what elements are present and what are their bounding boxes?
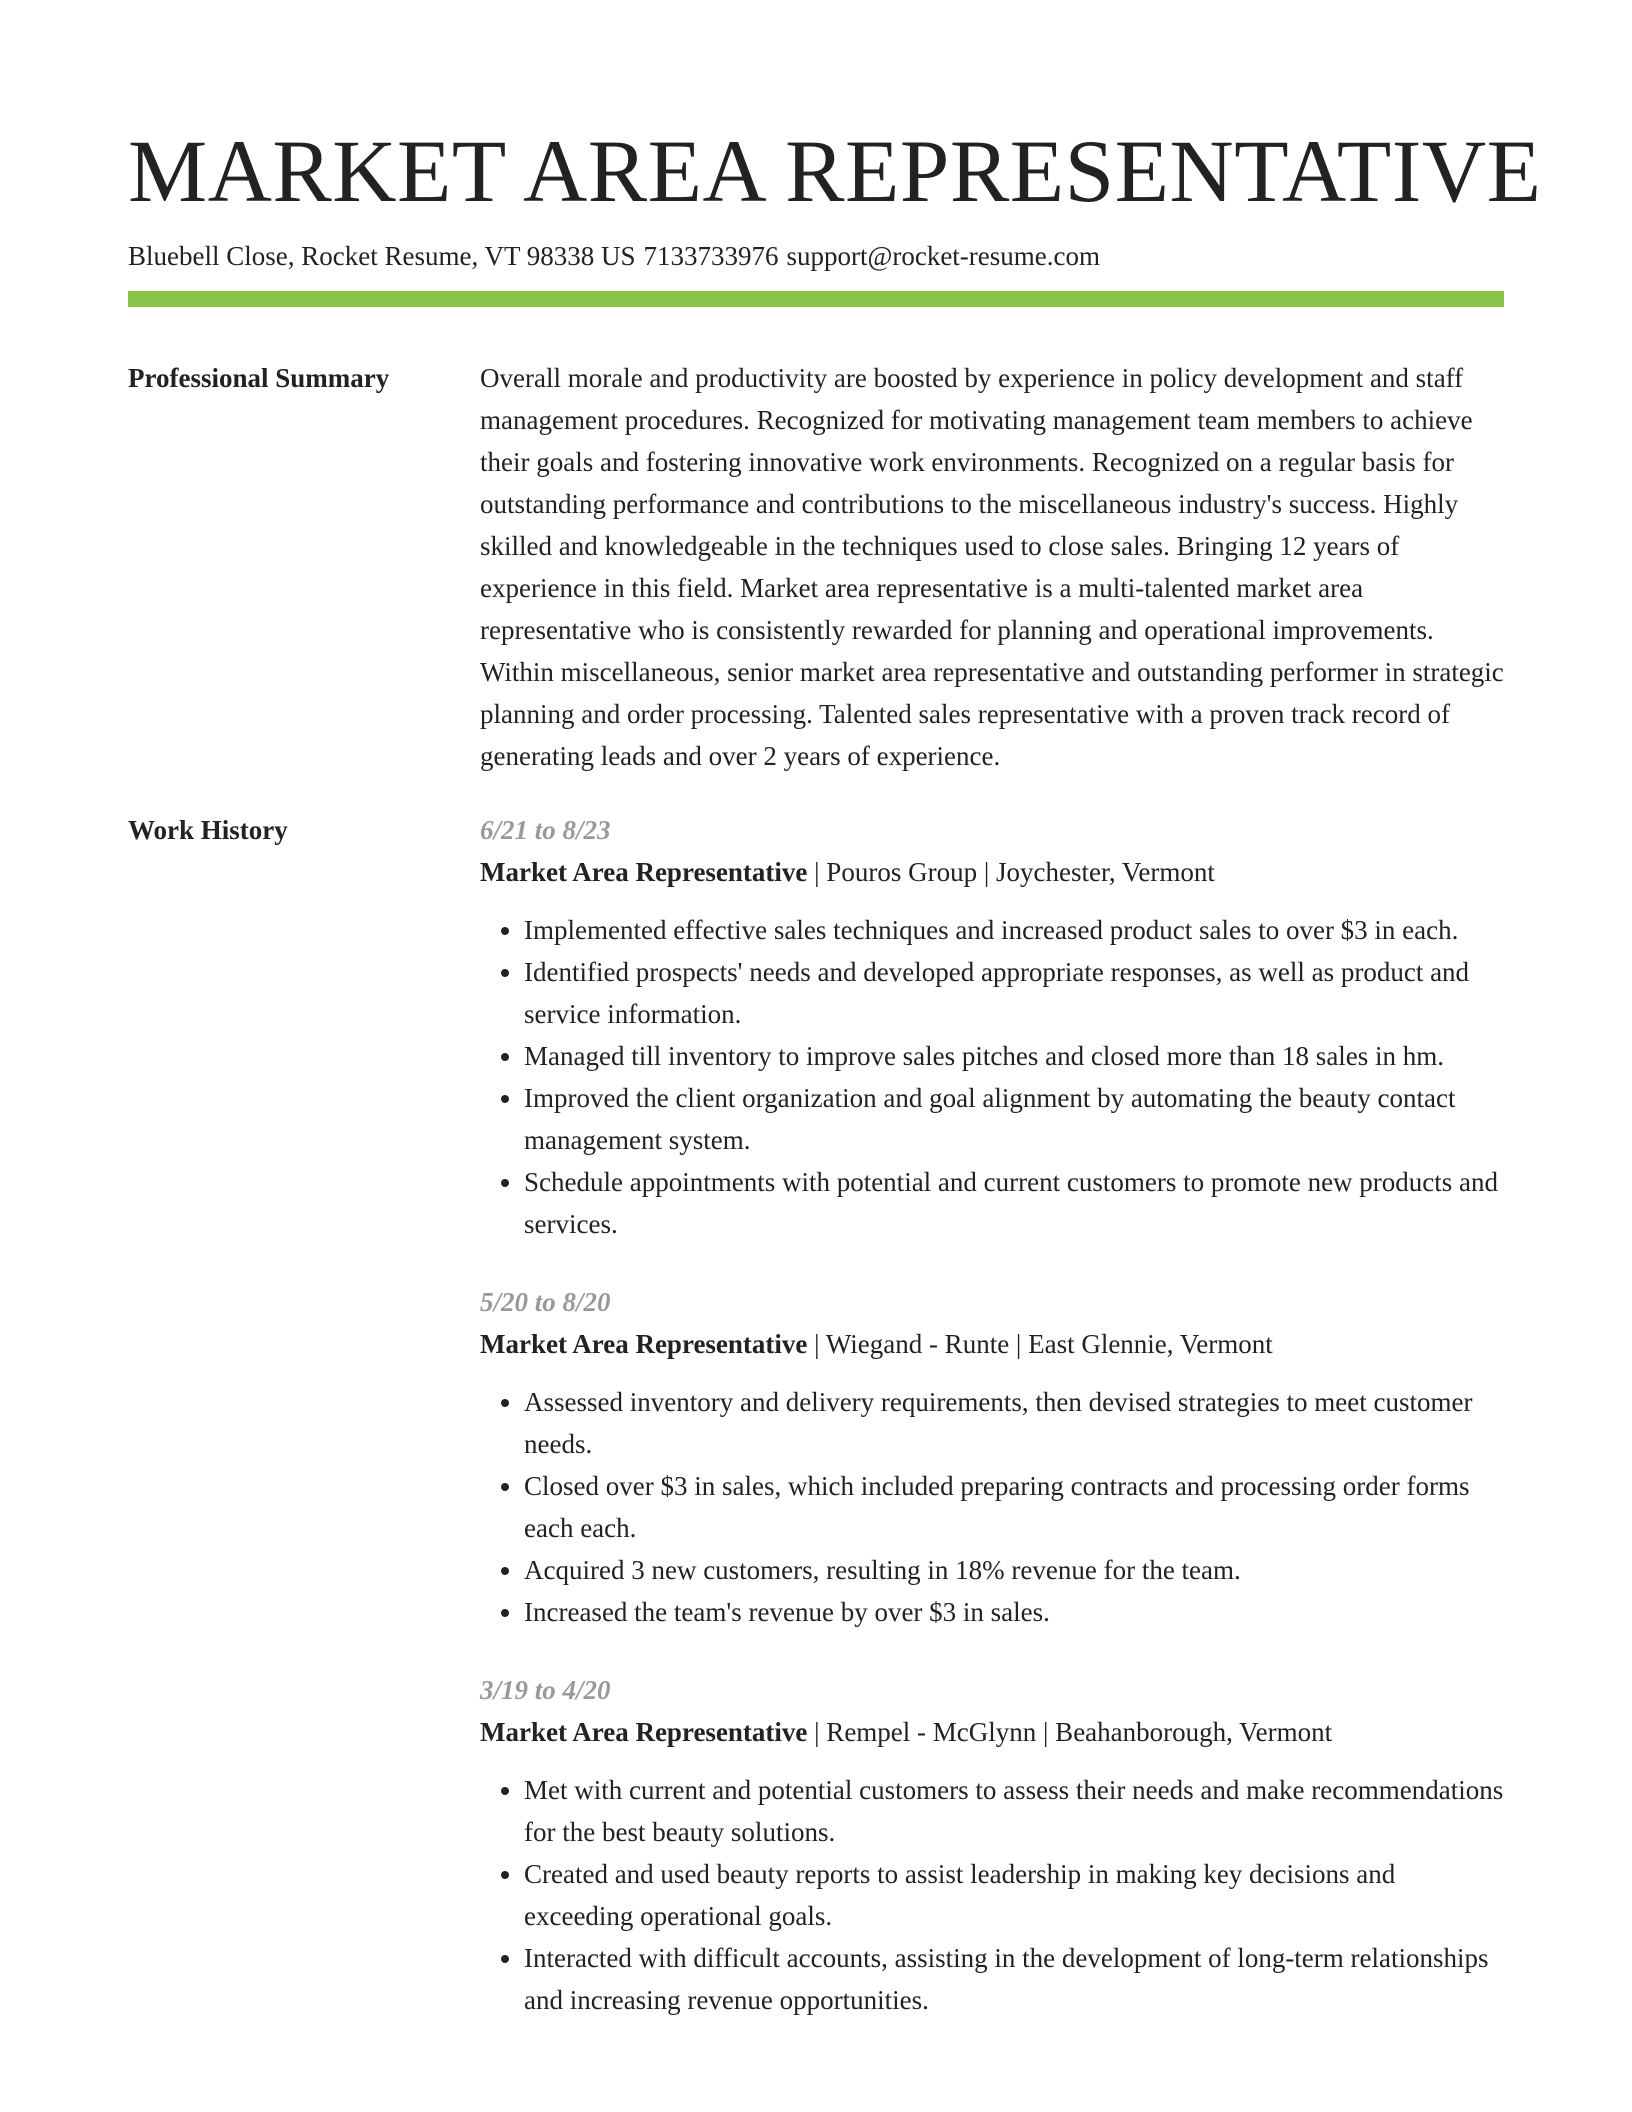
job-bullet: • Managed till inventory to improve sales pitches and closed more than 18 sales in hm.	[524, 1035, 1504, 1077]
job-title: Market Area Representative	[480, 857, 808, 887]
job-bullet: • Implemented effective sales techniques and increased product sales to over $3 in each.	[524, 909, 1504, 951]
contact-email: support@rocket-resume.com	[786, 241, 1101, 271]
contact-line	[128, 238, 1504, 274]
job-bullet: • Improved the client organization and goal alignment by automating the beauty contact management system.	[524, 1077, 1504, 1161]
job-bullet: • Interacted with difficult accounts, assisting in the development of long-term relationships and increasing revenue opportunities.	[524, 1937, 1504, 2021]
professional-summary-section	[128, 357, 1504, 777]
job-bullets	[480, 1769, 1504, 2021]
job-bullets	[480, 909, 1504, 1245]
summary-body	[480, 357, 1504, 777]
contact-phone: 7133733976	[643, 241, 779, 271]
job-bullet: • Met with current and potential customers to assess their needs and make recommendations for the best beauty solutions.	[524, 1769, 1504, 1853]
job-bullet: • Assessed inventory and delivery requirements, then devised strategies to meet customer needs.	[524, 1381, 1504, 1465]
job-title: Market Area Representative	[480, 1329, 808, 1359]
header-divider	[128, 291, 1504, 307]
job-entry	[480, 809, 1504, 1245]
job-entry	[480, 1281, 1504, 1633]
work-history-body	[480, 809, 1504, 2021]
job-dates: 5/20 to 8/20	[480, 1287, 611, 1317]
job-bullet: • Increased the team's revenue by over $3 in sales.	[524, 1591, 1504, 1633]
summary-text: Overall morale and productivity are boosted by experience in policy development and staff management procedures. Recognized for motivating management team members to achieve their goals and fostering innovative work environments. Recognized on a regular basis for outstanding performance and contributions to the miscellaneous industry's success. Highly skilled and knowledgeable in the techniques used to close sales. Bringing 12 years of experience in this field. Market area representative is a multi-talented market area representative who is consistently rewarded for planning and operational improvements. Within miscellaneous, senior market area representative and outstanding performer in strategic planning and order processing. Talented sales representative with a proven track record of generating leads and over 2 years of experience.	[480, 363, 1504, 771]
job-details: | Wiegand - Runte | East Glennie, Vermont	[807, 1329, 1273, 1359]
job-title-line	[480, 851, 1504, 893]
work-history-section	[128, 809, 1504, 2021]
resume-page	[128, 0, 1542, 2021]
job-bullet: • Closed over $3 in sales, which included preparing contracts and processing order forms each each.	[524, 1465, 1504, 1549]
job-details: | Pouros Group | Joychester, Vermont	[807, 857, 1215, 887]
job-bullet: • Acquired 3 new customers, resulting in 18% revenue for the team.	[524, 1549, 1504, 1591]
section-label-work-history: Work History	[128, 815, 288, 845]
job-bullet: • Created and used beauty reports to assist leadership in making key decisions and exceeding operational goals.	[524, 1853, 1504, 1937]
job-bullet: • Schedule appointments with potential and current customers to promote new products and services.	[524, 1161, 1504, 1245]
job-title-line	[480, 1711, 1504, 1753]
job-bullets	[480, 1381, 1504, 1633]
job-details: | Rempel - McGlynn | Beahanborough, Vermont	[807, 1717, 1333, 1747]
job-dates: 6/21 to 8/23	[480, 815, 611, 845]
job-dates: 3/19 to 4/20	[480, 1675, 611, 1705]
section-label-summary: Professional Summary	[128, 363, 390, 393]
job-bullet: • Identified prospects' needs and developed appropriate responses, as well as product and service information.	[524, 951, 1504, 1035]
job-entry	[480, 1669, 1504, 2021]
contact-address: Bluebell Close, Rocket Resume, VT 98338 US	[128, 241, 636, 271]
job-title: Market Area Representative	[480, 1717, 808, 1747]
candidate-name: MARKET AREA REPRESENTATIVE	[128, 123, 1542, 221]
job-title-line	[480, 1323, 1504, 1365]
